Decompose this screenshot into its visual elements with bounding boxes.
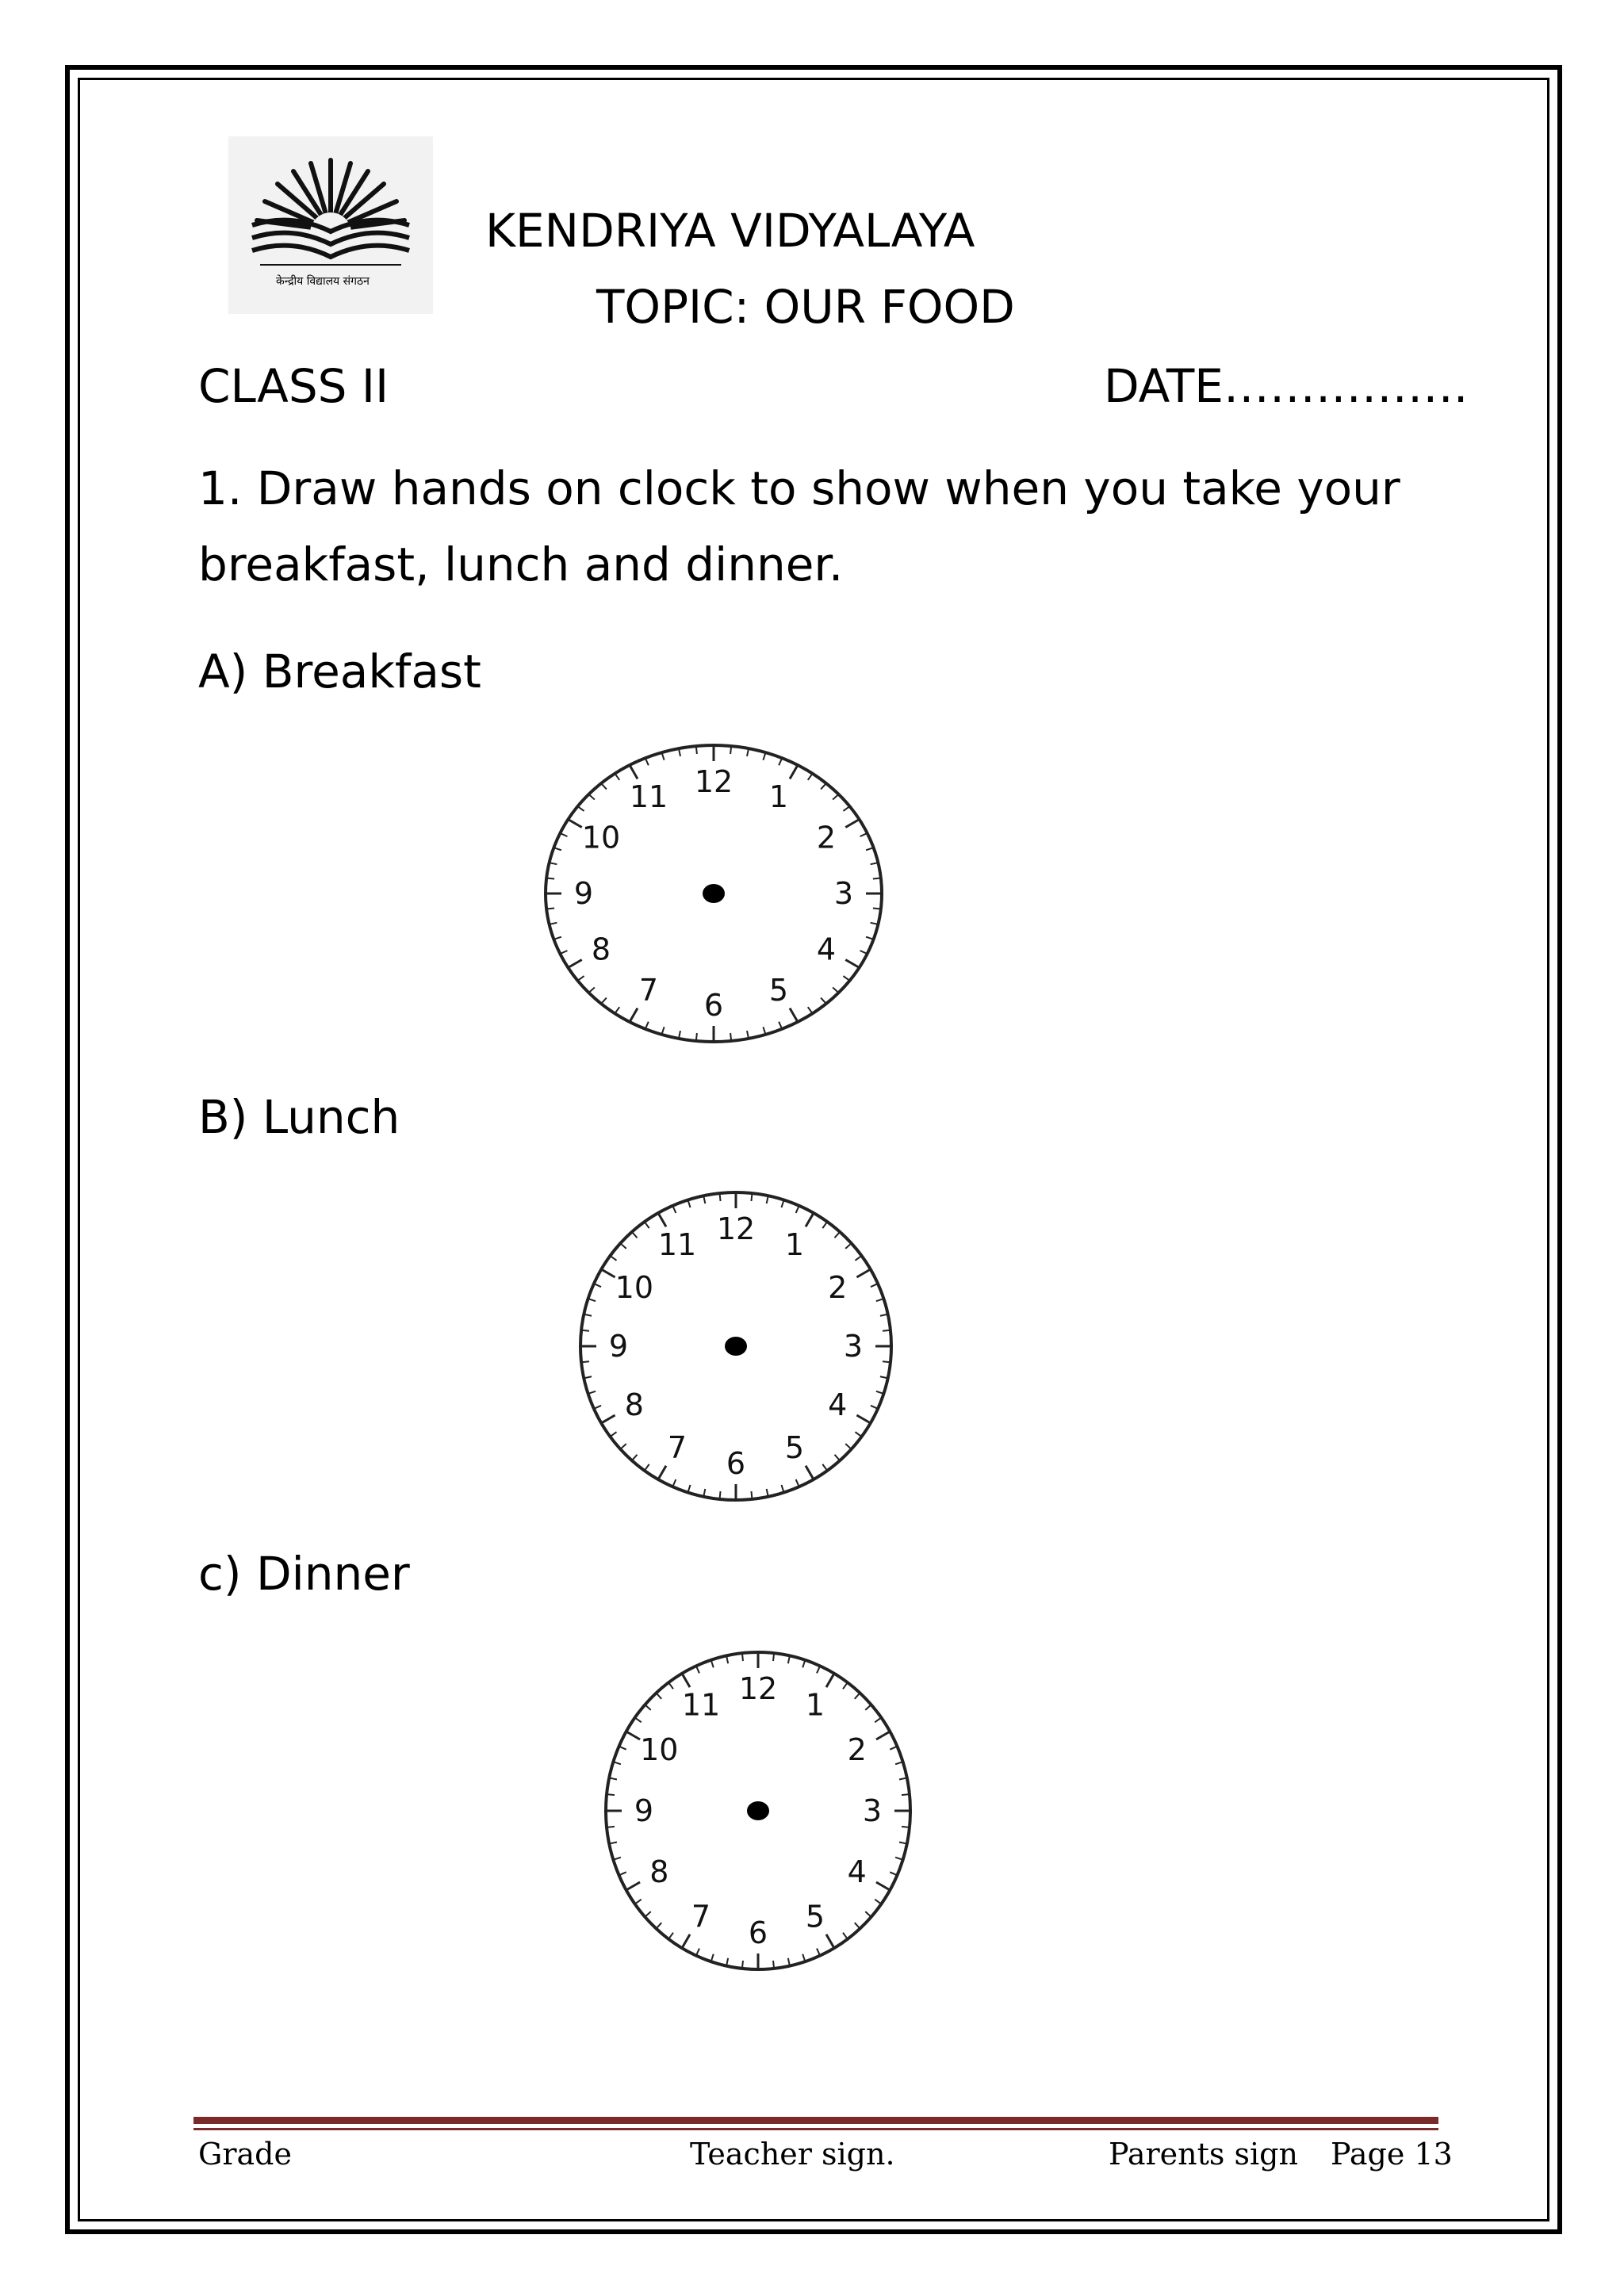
clock-number: 9 xyxy=(634,1793,654,1828)
school-name: KENDRIYA VIDYALAYA xyxy=(485,204,975,258)
clock-number: 8 xyxy=(591,932,611,967)
logo-caption: केन्द्रीय विद्यालय संगठन xyxy=(276,275,370,288)
kvs-logo xyxy=(228,136,433,314)
clock-number: 5 xyxy=(805,1899,825,1934)
clock-tick xyxy=(696,1033,697,1041)
clock-number: 12 xyxy=(694,764,733,799)
clock-tick xyxy=(720,1491,721,1499)
clock-tick xyxy=(720,1193,721,1201)
date-label: DATE……………. xyxy=(1104,359,1469,413)
clock-number: 6 xyxy=(726,1446,746,1481)
clock-number: 6 xyxy=(703,988,724,1023)
footer-grade: Grade xyxy=(198,2137,292,2172)
clock-number: 12 xyxy=(716,1211,756,1246)
clock-number: 10 xyxy=(640,1732,679,1767)
breakfast-clock[interactable] xyxy=(539,739,888,1048)
clock-number: 8 xyxy=(649,1854,669,1889)
clock-number: 4 xyxy=(828,1387,848,1422)
clock-tick xyxy=(751,1491,752,1499)
footer-teacher-sign: Teacher sign. xyxy=(690,2137,895,2172)
question-line-2: breakfast, lunch and dinner. xyxy=(198,538,844,591)
clock-tick xyxy=(773,1961,774,1969)
clock-number: 7 xyxy=(638,973,659,1008)
clock-tick xyxy=(751,1193,752,1201)
class-label: CLASS II xyxy=(198,359,389,413)
clock-number: 3 xyxy=(833,876,854,911)
clock-number: 6 xyxy=(748,1915,768,1950)
clock-number: 5 xyxy=(768,973,789,1008)
clock-tick xyxy=(696,746,697,754)
clock-tick xyxy=(883,1361,891,1362)
clock-tick xyxy=(883,1330,891,1331)
dinner-label: c) Dinner xyxy=(198,1547,410,1601)
clock-tick xyxy=(581,1330,589,1331)
clock-center-dot xyxy=(725,1337,747,1356)
dinner-clock[interactable] xyxy=(599,1646,917,1976)
clock-number: 2 xyxy=(847,1732,867,1767)
clock-number: 1 xyxy=(805,1687,825,1723)
clock-number: 5 xyxy=(784,1430,805,1466)
clock-tick xyxy=(730,1033,731,1041)
lunch-clock[interactable] xyxy=(574,1186,898,1506)
breakfast-label: A) Breakfast xyxy=(198,645,481,698)
footer-page-number: Page 13 xyxy=(1331,2137,1453,2172)
clock-number: 7 xyxy=(691,1899,711,1934)
clock-center-dot xyxy=(703,884,725,903)
clock-number: 1 xyxy=(768,779,789,814)
clock-number: 4 xyxy=(816,932,837,967)
clock-number: 2 xyxy=(816,820,837,855)
clock-tick xyxy=(773,1653,774,1661)
lunch-label: B) Lunch xyxy=(198,1090,400,1144)
clock-tick xyxy=(742,1961,743,1969)
question-line-1: 1. Draw hands on clock to show when you take your xyxy=(198,461,1400,515)
clock-number: 3 xyxy=(843,1329,864,1364)
clock-tick xyxy=(742,1653,743,1661)
clock-number: 1 xyxy=(784,1226,805,1262)
clock-number: 7 xyxy=(667,1430,688,1466)
clock-number: 2 xyxy=(828,1270,848,1305)
topic-title: TOPIC: OUR FOOD xyxy=(596,280,1015,334)
clock-number: 11 xyxy=(629,779,668,814)
footer-parents-sign: Parents sign xyxy=(1109,2137,1298,2172)
footer-rule-thick xyxy=(193,2117,1438,2124)
clock-number: 11 xyxy=(657,1226,697,1262)
clock-number: 3 xyxy=(862,1793,883,1828)
clock-number: 11 xyxy=(681,1687,721,1723)
clock-number: 8 xyxy=(624,1387,644,1422)
clock-tick xyxy=(730,746,731,754)
clock-center-dot xyxy=(747,1801,769,1820)
clock-tick xyxy=(581,1361,589,1362)
clock-tick xyxy=(902,1794,910,1795)
footer-rule-thin xyxy=(193,2128,1438,2130)
clock-number: 10 xyxy=(581,820,621,855)
clock-number: 12 xyxy=(738,1671,778,1706)
clock-number: 10 xyxy=(615,1270,654,1305)
clock-number: 9 xyxy=(573,876,594,911)
clock-tick xyxy=(607,1794,615,1795)
clock-number: 9 xyxy=(608,1329,629,1364)
clock-number: 4 xyxy=(847,1854,867,1889)
